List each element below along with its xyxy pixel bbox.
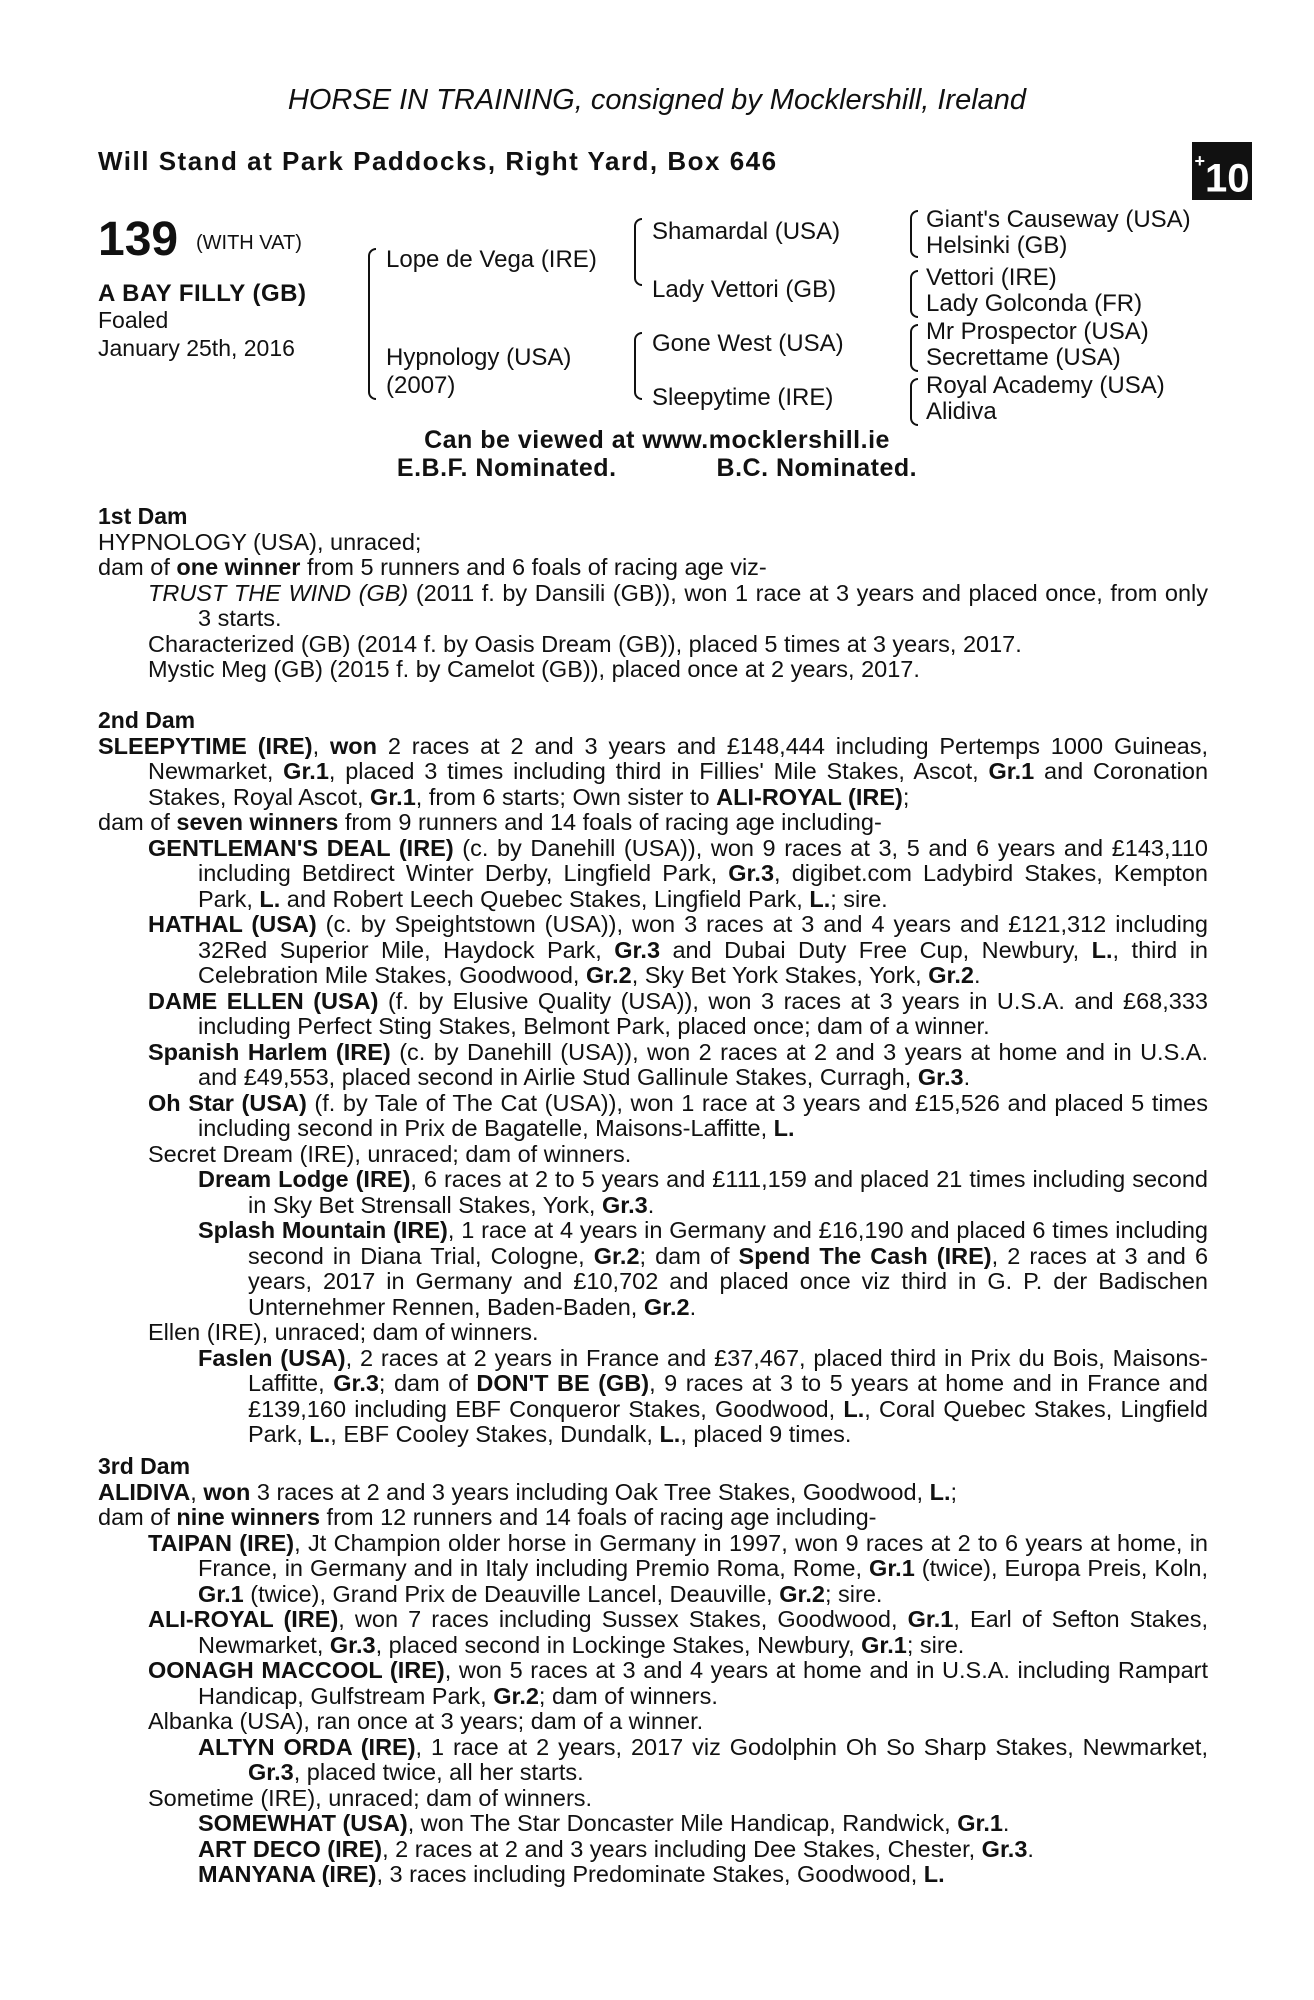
bold-segment: Spend The Cash (IRE) xyxy=(738,1242,992,1269)
bold-segment: Gr.3 xyxy=(917,1064,964,1090)
grand-progeny-entry xyxy=(98,1837,1208,1863)
second-dam-section xyxy=(98,708,1208,1448)
bold-segment: DON'T BE (GB) xyxy=(476,1370,650,1396)
text-segment: dam of xyxy=(98,1504,177,1530)
section-heading: 2nd Dam xyxy=(98,707,196,733)
text-segment: , 2 races at 3 and 6 years, 2017 in Germany and £10,702 and placed once viz third in G. P. der Badischen Unternehmer Rennen, Baden-Baden, xyxy=(248,1242,1209,1320)
text-segment: , Earl of Sefton Stakes, Newmarket, xyxy=(198,1606,1208,1658)
badge-number: 10 xyxy=(1205,156,1250,201)
bold-segment: Gr.3 xyxy=(329,1631,376,1658)
bold-segment: Gr.1 xyxy=(283,758,329,784)
bold-segment: DAME ELLEN (USA) xyxy=(148,987,379,1014)
text-segment: . xyxy=(973,962,981,988)
pedigree-brace xyxy=(910,324,918,372)
text-segment: and Dubai Duty Free Cup, Newbury, xyxy=(660,936,1092,963)
dam-summary xyxy=(98,1505,1208,1531)
bold-segment: Gr.1 xyxy=(861,1631,907,1658)
text-segment: , Coral Quebec Stakes, Lingfield Park, xyxy=(248,1395,1208,1447)
bold-segment: Gr.3 xyxy=(728,860,775,886)
text-segment: , 1 race at 2 years, 2017 viz Godolphin Oh So Sharp Stakes, Newmarket, xyxy=(415,1733,1208,1760)
bold-segment: ALI-ROYAL (IRE) xyxy=(716,783,903,810)
bold-segment: Splash Mountain (IRE) xyxy=(198,1217,448,1243)
text-segment: ; dam of winners. xyxy=(538,1682,718,1709)
bold-segment: seven winners xyxy=(176,809,339,835)
progeny-entry: Albanka (USA), ran once at 3 years; dam of a winner. xyxy=(148,1708,704,1734)
text-segment: , Jt Champion older horse in Germany in 1997, won 9 races at 2 to 6 years at home, in France, in Germany and in Italy including Premio Roma, Rome, xyxy=(198,1529,1208,1581)
bold-segment: GENTLEMAN'S DEAL (IRE) xyxy=(148,834,454,861)
section-heading: 3rd Dam xyxy=(98,1453,191,1479)
pedigree-g2: Helsinki (GB) xyxy=(926,232,1068,259)
foaled-info xyxy=(98,306,295,362)
bold-segment: Gr.2 xyxy=(928,962,974,988)
text-segment: from 12 runners and 14 foals of racing age including- xyxy=(320,1504,877,1530)
plus-icon: + xyxy=(1194,151,1205,171)
bold-segment: Gr.3 xyxy=(333,1370,379,1396)
text-segment: from 9 runners and 14 foals of racing age including- xyxy=(338,809,882,835)
pedigree-g1: Giant's Causeway (USA) xyxy=(926,206,1191,233)
text: from 5 runners and 6 foals of racing age viz- xyxy=(300,554,767,580)
text-segment: , third in Celebration Mile Stakes, Goodwood, xyxy=(198,936,1209,988)
text-segment: ; xyxy=(950,1478,958,1505)
bold-segment: Gr.1 xyxy=(198,1580,244,1607)
text-segment: 3 races at 2 and 3 years including Oak Tree Stakes, Goodwood, xyxy=(250,1478,930,1505)
bold-segment: Gr.3 xyxy=(981,1835,1028,1862)
text-segment: , 2 races at 2 and 3 years including Dee Stakes, Chester, xyxy=(382,1835,982,1862)
bold-segment: Gr.1 xyxy=(370,783,416,810)
pedigree-brace xyxy=(368,248,376,400)
pedigree-g6: Secrettame (USA) xyxy=(926,344,1121,371)
progeny-entry xyxy=(98,581,1208,632)
winners-count: one winner xyxy=(176,554,301,580)
progeny-entry xyxy=(98,1607,1208,1658)
bold-segment: ALIDIVA xyxy=(98,1478,191,1505)
text-segment: (c. by Danehill (USA)), won 9 races at 3, 5 and 6 years and £143,110 including Betdirect Winter Derby, Lingfield Park, xyxy=(198,834,1208,886)
progeny-entry: Mystic Meg (GB) (2015 f. by Camelot (GB)), placed once at 2 years, 2017. xyxy=(148,656,920,682)
pedigree-g8: Alidiva xyxy=(926,398,997,425)
text-segment: , placed second in Lockinge Stakes, Newbury, xyxy=(375,1631,862,1658)
text-segment: . xyxy=(647,1191,655,1218)
bold-segment: ART DECO (IRE) xyxy=(198,1835,383,1862)
foaled-label: Foaled xyxy=(98,307,169,333)
pedigree-dam xyxy=(386,344,571,400)
text-segment: , xyxy=(312,732,330,759)
progeny-entry xyxy=(98,1658,1208,1709)
bold-segment: L. xyxy=(843,1395,865,1422)
vat-label: (WITH VAT) xyxy=(196,232,302,254)
bold-segment: L. xyxy=(309,1421,331,1447)
bold-segment: L. xyxy=(659,1421,681,1447)
pedigree-brace xyxy=(910,270,918,318)
bold-segment: L. xyxy=(773,1115,795,1141)
bold-segment: Gr.1 xyxy=(957,1810,1003,1836)
section-heading: 1st Dam xyxy=(98,503,188,529)
text-segment: . xyxy=(963,1064,971,1090)
text: dam of xyxy=(98,554,177,580)
third-dam-section xyxy=(98,1454,1208,1888)
bold-segment: SLEEPYTIME (IRE) xyxy=(98,732,313,759)
dam-intro xyxy=(98,1480,1208,1506)
text-segment: ; sire. xyxy=(830,885,888,912)
grand-progeny-entry xyxy=(98,1735,1208,1786)
page-header: HORSE IN TRAINING, consigned by Mocklershill, Ireland xyxy=(287,84,1027,116)
pedigree-dam-dam: Sleepytime (IRE) xyxy=(652,384,834,411)
bold-segment: Gr.2 xyxy=(779,1580,825,1607)
progeny-entry xyxy=(98,1091,1208,1142)
pedigree-sire-sire: Shamardal (USA) xyxy=(652,218,841,245)
bold-segment: Gr.3 xyxy=(614,936,661,963)
pedigree-g5: Mr Prospector (USA) xyxy=(926,318,1149,345)
website-note: Can be viewed at www.mocklershill.ie xyxy=(424,426,890,454)
lot-badge xyxy=(1192,142,1252,200)
pedigree-brace xyxy=(910,378,918,426)
bold-segment: Gr.1 xyxy=(869,1555,915,1581)
text-segment: . xyxy=(1027,1835,1034,1862)
text-segment: , placed twice, all her starts. xyxy=(293,1759,584,1785)
bold-segment: ALI-ROYAL (IRE) xyxy=(148,1606,339,1632)
pedigree-brace xyxy=(634,332,642,400)
text-segment: , digibet.com Ladybird Stakes, Kempton Park, xyxy=(198,860,1208,912)
text-segment: and Coronation Stakes, Royal Ascot, xyxy=(148,758,1209,810)
pedigree-sire: Lope de Vega (IRE) xyxy=(386,246,597,273)
bold-segment: Gr.1 xyxy=(988,758,1035,784)
bold-segment: Faslen (USA) xyxy=(198,1344,346,1371)
bold-segment: won xyxy=(329,732,377,759)
nominations xyxy=(0,454,1314,482)
text-segment: , xyxy=(190,1478,204,1505)
text-segment: , won The Star Doncaster Mile Handicap, Randwick, xyxy=(407,1810,958,1836)
text-segment: , 1 race at 4 years in Germany and £16,190 and placed 6 times including second in Diana Trial, Cologne, xyxy=(248,1217,1208,1269)
text-segment: , won 7 races including Sussex Stakes, Goodwood, xyxy=(338,1606,908,1632)
text-segment: ; sire. xyxy=(824,1580,883,1607)
bold-segment: Spanish Harlem (IRE) xyxy=(148,1038,391,1065)
foaled-date: January 25th, 2016 xyxy=(98,335,295,361)
text-segment: , from 6 starts; Own sister to xyxy=(415,783,717,810)
bc-nominated: B.C. Nominated. xyxy=(716,454,918,482)
text-segment: (c. by Danehill (USA)), won 2 races at 2 and 3 years at home and in U.S.A. and £49,553, placed second in Airlie Stud Gallinule Stakes, Curragh, xyxy=(198,1038,1208,1090)
bold-segment: Gr.2 xyxy=(585,962,632,988)
grand-progeny-entry xyxy=(98,1862,1208,1888)
text-segment: (f. by Tale of The Cat (USA)), won 1 race at 3 years and £15,526 and placed 5 times including second in Prix de Bagatelle, Maisons-Laffitte, xyxy=(198,1089,1208,1141)
text-segment: , 3 races including Predominate Stakes, Goodwood, xyxy=(376,1861,924,1887)
text-segment: ; sire. xyxy=(906,1631,965,1658)
bold-segment: Gr.3 xyxy=(601,1191,648,1218)
bold-segment: L. xyxy=(923,1861,945,1887)
bold-segment: L. xyxy=(1091,936,1113,963)
bold-segment: won xyxy=(203,1478,251,1505)
grand-progeny-entry xyxy=(98,1811,1208,1837)
grand-progeny-entry xyxy=(98,1218,1208,1320)
text-segment: 2 races at 2 and 3 years and £148,444 including Pertemps 1000 Guineas, Newmarket, xyxy=(148,732,1209,784)
bold-segment: Dream Lodge (IRE) xyxy=(198,1166,411,1192)
text-segment: (twice), Europa Preis, Koln, xyxy=(914,1555,1208,1581)
ebf-nominated: E.B.F. Nominated. xyxy=(396,454,617,482)
lot-number: 139 xyxy=(98,213,179,266)
viewing-info xyxy=(0,426,1314,482)
bold-segment: OONAGH MACCOOL (IRE) xyxy=(148,1657,445,1683)
text-segment: dam of xyxy=(98,809,177,835)
text-segment: , won 5 races at 3 and 4 years at home and in U.S.A. including Rampart Handicap, Gulfstream Park, xyxy=(198,1657,1208,1709)
text-segment: ; dam of xyxy=(378,1370,477,1396)
pedigree-brace xyxy=(910,210,918,258)
progeny-entry: Secret Dream (IRE), unraced; dam of winners. xyxy=(148,1140,632,1167)
dam-intro xyxy=(98,734,1208,811)
progeny-entry xyxy=(98,836,1208,913)
bold-segment: HATHAL (USA) xyxy=(148,911,317,937)
pedigree-g7: Royal Academy (USA) xyxy=(926,372,1165,399)
pedigree-brace xyxy=(634,218,642,286)
grand-progeny-entry xyxy=(98,1346,1208,1448)
text-segment: , 9 races at 3 to 5 years at home and in France and £139,160 including EBF Conqueror Stakes, Goodwood, xyxy=(248,1370,1208,1422)
pedigree-g4: Lady Golconda (FR) xyxy=(926,290,1143,317)
bold-segment: Gr.1 xyxy=(907,1606,954,1632)
dam-summary xyxy=(98,555,1208,581)
text-segment: , 2 races at 2 years in France and £37,467, placed third in Prix du Bois, Maisons-Laffitte, xyxy=(248,1344,1208,1396)
text-segment: (f. by Elusive Quality (USA)), won 3 races at 3 years in U.S.A. and £68,333 including Perfect Sting Stakes, Belmont Park, placed once; dam of a winner. xyxy=(198,987,1208,1039)
bold-segment: ALTYN ORDA (IRE) xyxy=(198,1733,416,1760)
text-segment: , placed 3 times including third in Fillies' Mile Stakes, Ascot, xyxy=(328,758,989,784)
first-dam-section xyxy=(98,504,1208,683)
dam-summary xyxy=(98,810,1208,836)
horse-title: A BAY FILLY (GB) xyxy=(98,280,307,307)
text-segment: , Sky Bet York Stakes, York, xyxy=(631,962,929,988)
bold-segment: Gr.2 xyxy=(643,1293,690,1320)
bold-segment: TAIPAN (IRE) xyxy=(148,1529,295,1556)
bold-segment: Gr.2 xyxy=(593,1242,640,1269)
text-segment: , placed 9 times. xyxy=(680,1421,852,1447)
bold-segment: Gr.3 xyxy=(248,1759,294,1785)
bold-segment: MANYANA (IRE) xyxy=(198,1861,377,1887)
text-segment: ; dam of xyxy=(639,1242,739,1269)
progeny-record: (2011 f. by Dansili (GB)), won 1 race at 3 years and placed once, from only 3 starts. xyxy=(198,579,1208,631)
text-segment: . xyxy=(1002,1810,1010,1836)
progeny-entry: Sometime (IRE), unraced; dam of winners. xyxy=(148,1784,593,1811)
progeny-entry xyxy=(98,989,1208,1040)
text-segment: (c. by Speightstown (USA)), won 3 races at 3 and 4 years and £121,312 including 32Red Superior Mile, Haydock Park, xyxy=(198,911,1208,963)
text-segment: , EBF Cooley Stakes, Dundalk, xyxy=(330,1421,660,1447)
text-segment: ; xyxy=(902,783,910,810)
bold-segment: Gr.2 xyxy=(493,1682,539,1709)
progeny-entry: Characterized (GB) (2014 f. by Oasis Dream (GB)), placed 5 times at 3 years, 2017. xyxy=(148,630,1022,657)
pedigree-dam-name: Hypnology (USA) xyxy=(386,344,572,371)
progeny-name: TRUST THE WIND (GB) xyxy=(148,579,409,606)
text-segment: (twice), Grand Prix de Deauville Lancel, Deauville, xyxy=(243,1580,780,1607)
text-segment: , 6 races at 2 to 5 years and £111,159 and placed 21 times including second in Sky Bet Strensall Stakes, York, xyxy=(248,1166,1208,1218)
text-segment: . xyxy=(689,1293,697,1320)
bold-segment: nine winners xyxy=(176,1504,321,1530)
pedigree-g3: Vettori (IRE) xyxy=(926,264,1057,291)
pedigree-dam-sire: Gone West (USA) xyxy=(652,330,844,357)
progeny-entry: Ellen (IRE), unraced; dam of winners. xyxy=(148,1319,539,1345)
progeny-entry xyxy=(98,1531,1208,1608)
pedigree-dam-year: (2007) xyxy=(386,372,456,399)
bold-segment: Oh Star (USA) xyxy=(148,1089,307,1116)
bold-segment: L. xyxy=(929,1478,951,1505)
bold-segment: SOMEWHAT (USA) xyxy=(198,1810,408,1836)
pedigree-sire-dam: Lady Vettori (GB) xyxy=(652,276,837,303)
dam-line: HYPNOLOGY (USA), unraced; xyxy=(98,528,422,555)
bold-segment: L. xyxy=(809,885,831,912)
progeny-entry xyxy=(98,1040,1208,1091)
bold-segment: L. xyxy=(259,885,281,912)
stand-location: Will Stand at Park Paddocks, Right Yard, Box 646 xyxy=(98,146,778,176)
grand-progeny-entry xyxy=(98,1167,1208,1218)
progeny-entry xyxy=(98,912,1208,989)
text-segment: and Robert Leech Quebec Stakes, Lingfield Park, xyxy=(280,885,810,912)
